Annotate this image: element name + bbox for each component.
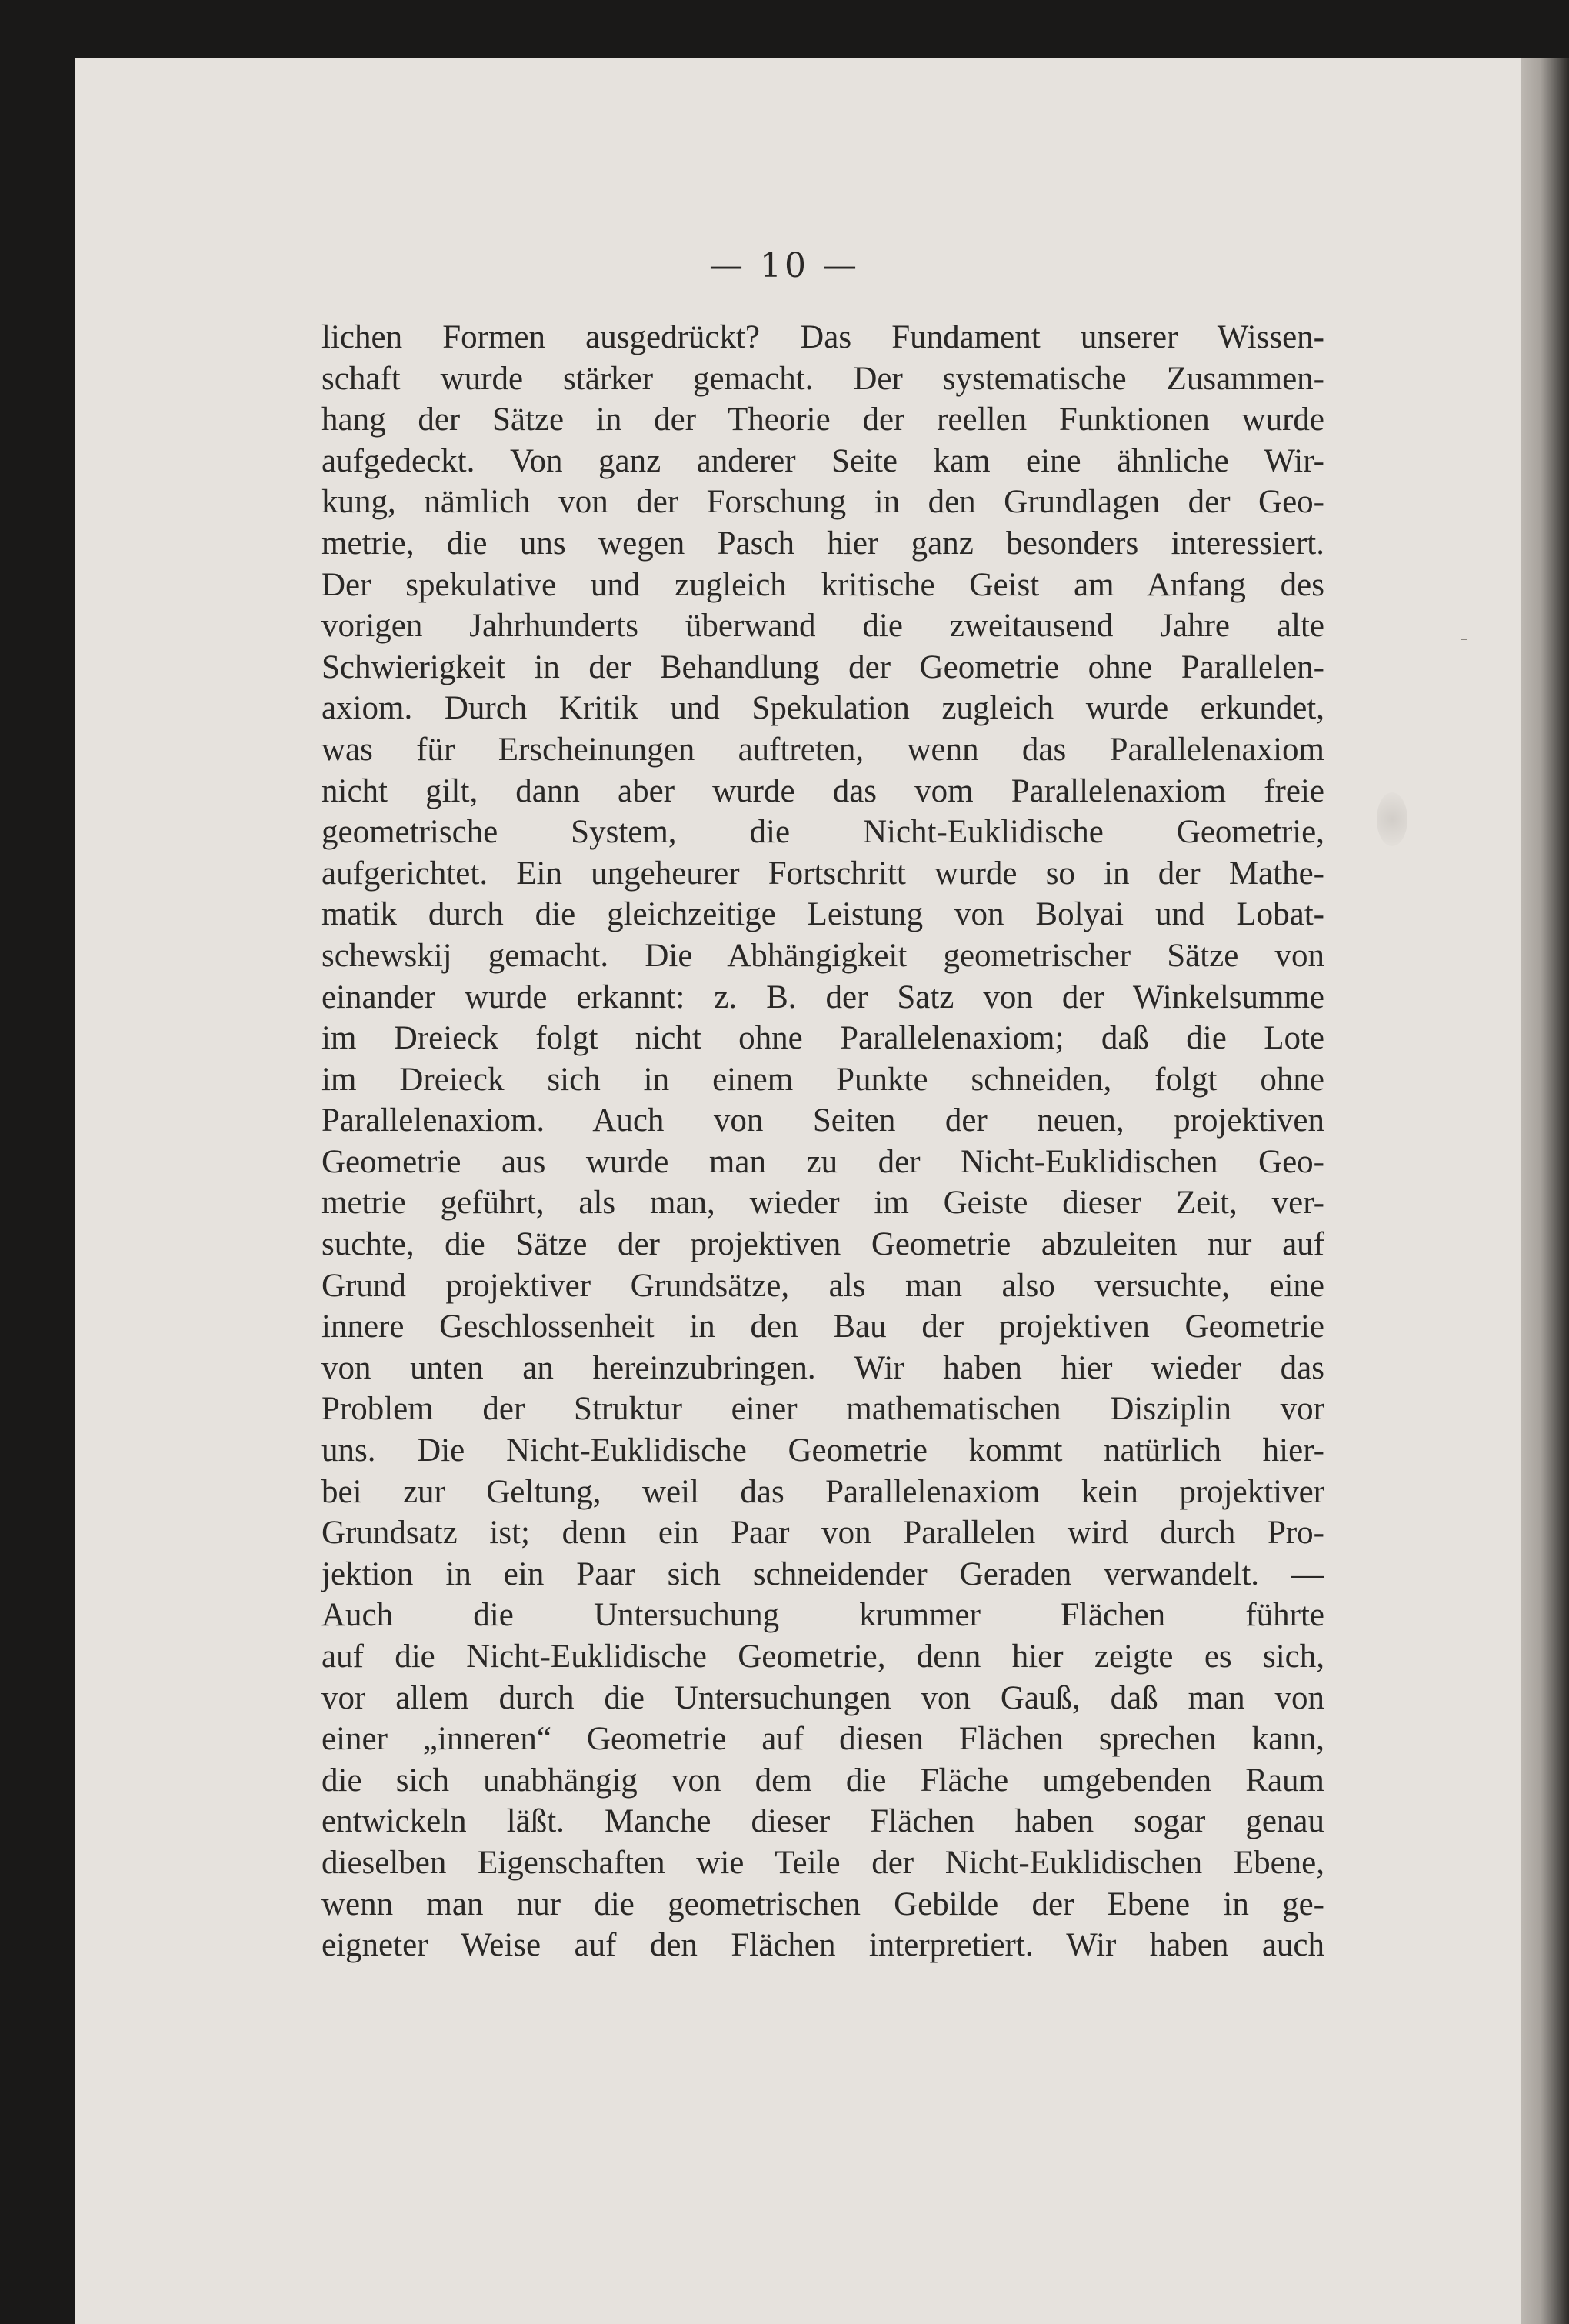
- text-line: Auch die Untersuchung krummer Flächen führte: [321, 1597, 1324, 1634]
- text-line: auf die Nicht-Euklidische Geometrie, denn hier zeigte es sich,: [321, 1639, 1324, 1675]
- text-line: im Dreieck sich in einem Punkte schneiden, folgt ohne: [321, 1061, 1324, 1098]
- text-line: hang der Sätze in der Theorie der reellen Funktionen wurde: [321, 402, 1324, 438]
- text-line: eigneter Weise auf den Flächen interpretiert. Wir haben auch: [321, 1927, 1324, 1964]
- text-line: uns. Die Nicht-Euklidische Geometrie kommt natürlich hier-: [321, 1432, 1324, 1469]
- text-line: kung, nämlich von der Forschung in den Grundlagen der Geo-: [321, 484, 1324, 521]
- body-text: [321, 317, 1324, 1966]
- page-number: — 10 —: [709, 246, 860, 285]
- paper-stain: [1377, 792, 1407, 846]
- text-line: lichen Formen ausgedrückt? Das Fundament unserer Wissen-: [321, 319, 1324, 355]
- margin-mark: [1461, 639, 1467, 640]
- text-line: von unten an hereinzubringen. Wir haben hier wieder das: [321, 1349, 1324, 1386]
- text-line: schewskij gemacht. Die Abhängigkeit geometrischer Sätze von: [321, 937, 1324, 974]
- text-line: vorigen Jahrhunderts überwand die zweitausend Jahre alte: [321, 608, 1324, 645]
- text-line: entwickeln läßt. Manche dieser Flächen haben sogar genau: [321, 1803, 1324, 1840]
- text-line: matik durch die gleichzeitige Leistung von Bolyai und Lobat-: [321, 896, 1324, 933]
- text-line: Problem der Struktur einer mathematischen Disziplin vor: [321, 1391, 1324, 1428]
- text-line: dieselben Eigenschaften wie Teile der Nicht-Euklidischen Ebene,: [321, 1844, 1324, 1881]
- text-line: was für Erscheinungen auftreten, wenn das Parallelenaxiom: [321, 731, 1324, 768]
- text-line: wenn man nur die geometrischen Gebilde der Ebene in ge-: [321, 1886, 1324, 1922]
- text-line: schaft wurde stärker gemacht. Der systematische Zusammen-: [321, 360, 1324, 397]
- text-line: innere Geschlossenheit in den Bau der projektiven Geometrie: [321, 1309, 1324, 1345]
- text-line: Grundsatz ist; denn ein Paar von Parallelen wird durch Pro-: [321, 1515, 1324, 1552]
- text-line: aufgedeckt. Von ganz anderer Seite kam eine ähnliche Wir-: [321, 442, 1324, 479]
- text-line: im Dreieck folgt nicht ohne Parallelenaxiom; daß die Lote: [321, 1020, 1324, 1057]
- text-line: axiom. Durch Kritik und Spekulation zugleich wurde erkundet,: [321, 690, 1324, 727]
- text-line: aufgerichtet. Ein ungeheurer Fortschritt wurde so in der Mathe-: [321, 855, 1324, 892]
- text-line: einer „inneren“ Geometrie auf diesen Flächen sprechen kann,: [321, 1721, 1324, 1758]
- text-line: Schwierigkeit in der Behandlung der Geometrie ohne Parallelen-: [321, 649, 1324, 685]
- text-line: nicht gilt, dann aber wurde das vom Parallelenaxiom freie: [321, 772, 1324, 809]
- text-line: metrie, die uns wegen Pasch hier ganz besonders interessiert.: [321, 525, 1324, 562]
- text-line: Geometrie aus wurde man zu der Nicht-Euklidischen Geo-: [321, 1143, 1324, 1180]
- text-line: die sich unabhängig von dem die Fläche umgebenden Raum: [321, 1762, 1324, 1799]
- text-line: jektion in ein Paar sich schneidender Geraden verwandelt. —: [321, 1555, 1324, 1592]
- page-edge: [1521, 58, 1569, 2324]
- text-line: einander wurde erkannt: z. B. der Satz von der Winkelsumme: [321, 979, 1324, 1015]
- text-line: geometrische System, die Nicht-Euklidische Geometrie,: [321, 814, 1324, 851]
- text-line: metrie geführt, als man, wieder im Geiste dieser Zeit, ver-: [321, 1185, 1324, 1222]
- text-line: Der spekulative und zugleich kritische Geist am Anfang des: [321, 566, 1324, 603]
- text-line: Parallelenaxiom. Auch von Seiten der neuen, projektiven: [321, 1102, 1324, 1139]
- text-line: suchte, die Sätze der projektiven Geometrie abzuleiten nur auf: [321, 1226, 1324, 1263]
- text-line: vor allem durch die Untersuchungen von Gauß, daß man von: [321, 1679, 1324, 1716]
- text-line: Grund projektiver Grundsätze, als man also versuchte, eine: [321, 1267, 1324, 1304]
- text-line: bei zur Geltung, weil das Parallelenaxiom kein projektiver: [321, 1473, 1324, 1510]
